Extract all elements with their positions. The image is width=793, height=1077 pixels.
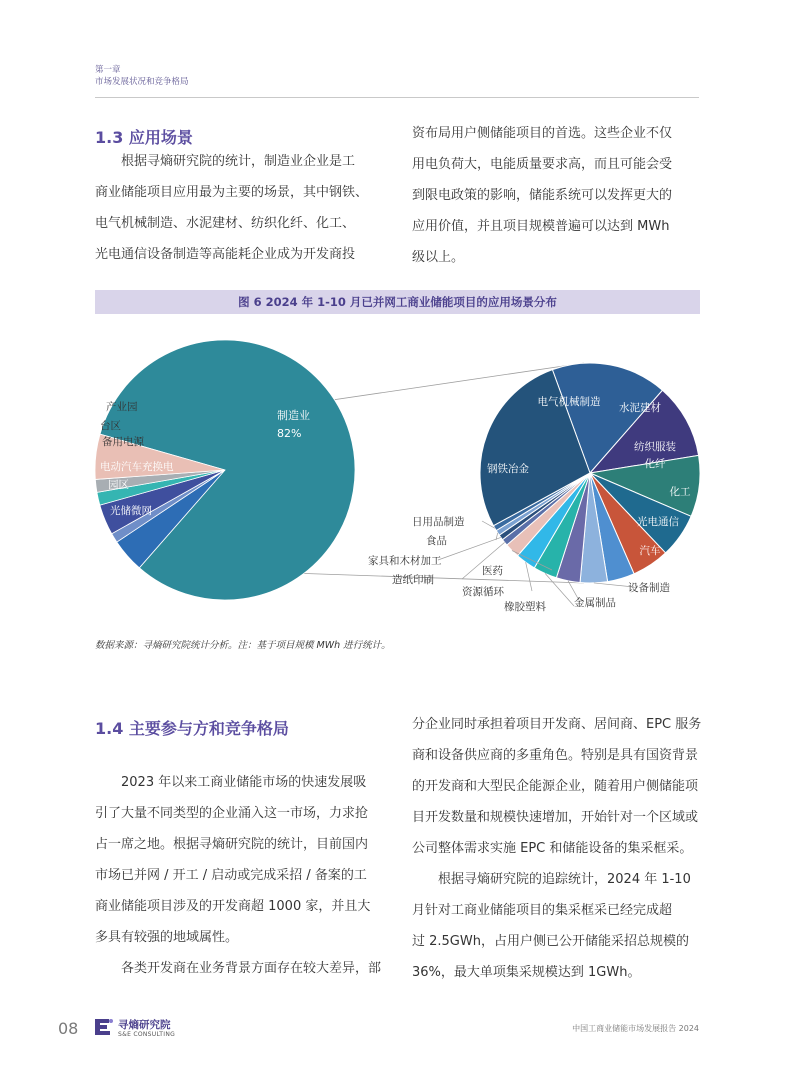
paragraph-line: 电气机械制造、水泥建材、纺织化纤、化工、 [95,216,356,231]
section-1-3-left-column [95,146,389,270]
detail-pie-label: 橡胶塑料 [504,601,546,613]
main-pie-label: 备用电源 [102,436,144,448]
detail-pie-label: 医药 [482,565,503,577]
paragraph-line: 各类开发商在业务背景方面存在较大差异，部 [121,961,382,976]
detail-pie-label: 日用品制造 [412,516,465,528]
section-1-3-right-column [412,118,708,273]
detail-pie-label: 食品 [426,535,447,547]
detail-pie-label: 造纸印刷 [392,574,434,586]
detail-pie-label: 家具和木材加工 [368,555,442,567]
paragraph-line: 光电通信设备制造等高能耗企业成为开发商投 [95,247,356,262]
detail-pie-label-part: 化纤 [644,458,666,470]
chapter-title: 市场发展状况和竞争格局 [95,77,189,87]
paragraph-line: 根据寻熵研究院的统计，制造业企业是工 [121,154,356,169]
header-divider [95,97,699,98]
chapter-label [95,64,189,88]
paragraph-line: 资布局用户侧储能项目的首选。这些企业不仅 [412,126,673,141]
detail-pie-leader-line [438,537,501,560]
main-pie-label: 园区 [108,479,129,491]
detail-pie-label: 设备制造 [628,582,670,594]
detail-pie-leader-line [526,562,532,591]
paragraph-line: 目开发数量和规模快速增加，开始针对一个区域或 [412,810,699,825]
detail-pie-label: 电气机械制造 [537,396,601,408]
paragraph-line: 引了大量不同类型的企业涌入这一市场，力求抢 [95,806,369,821]
paragraph-line: 根据寻熵研究院的追踪统计，2024 年 1-10 [438,872,691,887]
application-scenario-pie-chart [0,318,793,630]
main-pie-label: 光储微网 [110,505,152,517]
paragraph-line: 商和设备供应商的多重角色。特别是具有国资背景 [412,748,699,763]
paragraph-line: 占一席之地。根据寻熵研究院的统计，目前国内 [95,837,369,852]
section-title-1-4: 1.4 主要参与方和竞争格局 [95,719,289,738]
figure-caption: 图 6 2024 年 1-10 月已并网工商业储能项目的应用场景分布 [95,290,700,314]
detail-pie-label: 汽车 [639,545,661,557]
main-pie-label: 产业园 [106,401,138,413]
brand-name-cn: 寻熵研究院 [118,1019,171,1031]
paragraph-line: 商业储能项目应用最为主要的场景，其中钢铁、 [95,185,369,200]
detail-pie-label: 光电通信 [637,516,679,528]
paragraph-line: 应用价值，并且项目规模普遍可以达到 MWh [412,219,670,234]
paragraph-line: 公司整体需求实施 EPC 和储能设备的集采框采。 [412,841,693,856]
paragraph-line: 分企业同时承担着项目开发商、居间商、EPC 服务 [412,717,702,732]
section-1-4-left-column [95,767,389,984]
paragraph-line: 用电负荷大，电能质量要求高，而且可能会受 [412,157,673,172]
page-number: 08 [58,1019,79,1038]
main-pie-label: 电动汽车充换电 [100,461,174,473]
detail-pie-label: 水泥建材 [619,402,661,414]
paragraph-line: 多具有较强的地域属性。 [95,930,239,945]
figure-source-note: 数据来源：寻熵研究院统计分析。注：基于项目规模 MWh 进行统计。 [95,640,391,651]
detail-pie-label: 金属制品 [574,597,616,609]
paragraph-line: 商业储能项目涉及的开发商超 1000 家，并且大 [95,899,371,914]
brand-logo-icon [92,1016,114,1038]
brand-name-en: S&E CONSULTING [118,1031,176,1038]
paragraph-line: 级以上。 [412,250,465,265]
paragraph-line: 的开发商和大型民企能源企业，随着用户侧储能项 [412,779,699,794]
section-title-1-3: 1.3 应用场景 [95,128,193,147]
paragraph-line: 月针对工商业储能项目的集采框采已经完成超 [412,903,673,918]
detail-pie-label: 化工 [669,486,691,498]
detail-pie-label-part: 纺织服装 [634,441,676,453]
detail-pie-label: 资源循环 [462,586,504,598]
main-pie-label: 制造业 [277,409,310,422]
detail-pie-label: 钢铁冶金 [487,463,529,475]
paragraph-line: 36%，最大单项集采规模达到 1GWh。 [412,965,641,980]
paragraph-line: 市场已并网 / 开工 / 启动或完成采招 / 备案的工 [95,868,367,883]
paragraph-line: 到限电政策的影响，储能系统可以发挥更大的 [412,188,673,203]
chapter-number: 第一章 [95,65,121,75]
paragraph-line: 过 2.5GWh，占用户侧已公开储能采招总规模的 [412,934,689,949]
main-pie-label: 台区 [100,420,121,432]
report-title: 中国工商业储能市场发展报告 2024 [572,1024,699,1033]
main-pie-value-label: 82% [277,427,302,440]
section-1-4-right-column [412,709,708,988]
paragraph-line: 2023 年以来工商业储能市场的快速发展吸 [121,775,367,790]
